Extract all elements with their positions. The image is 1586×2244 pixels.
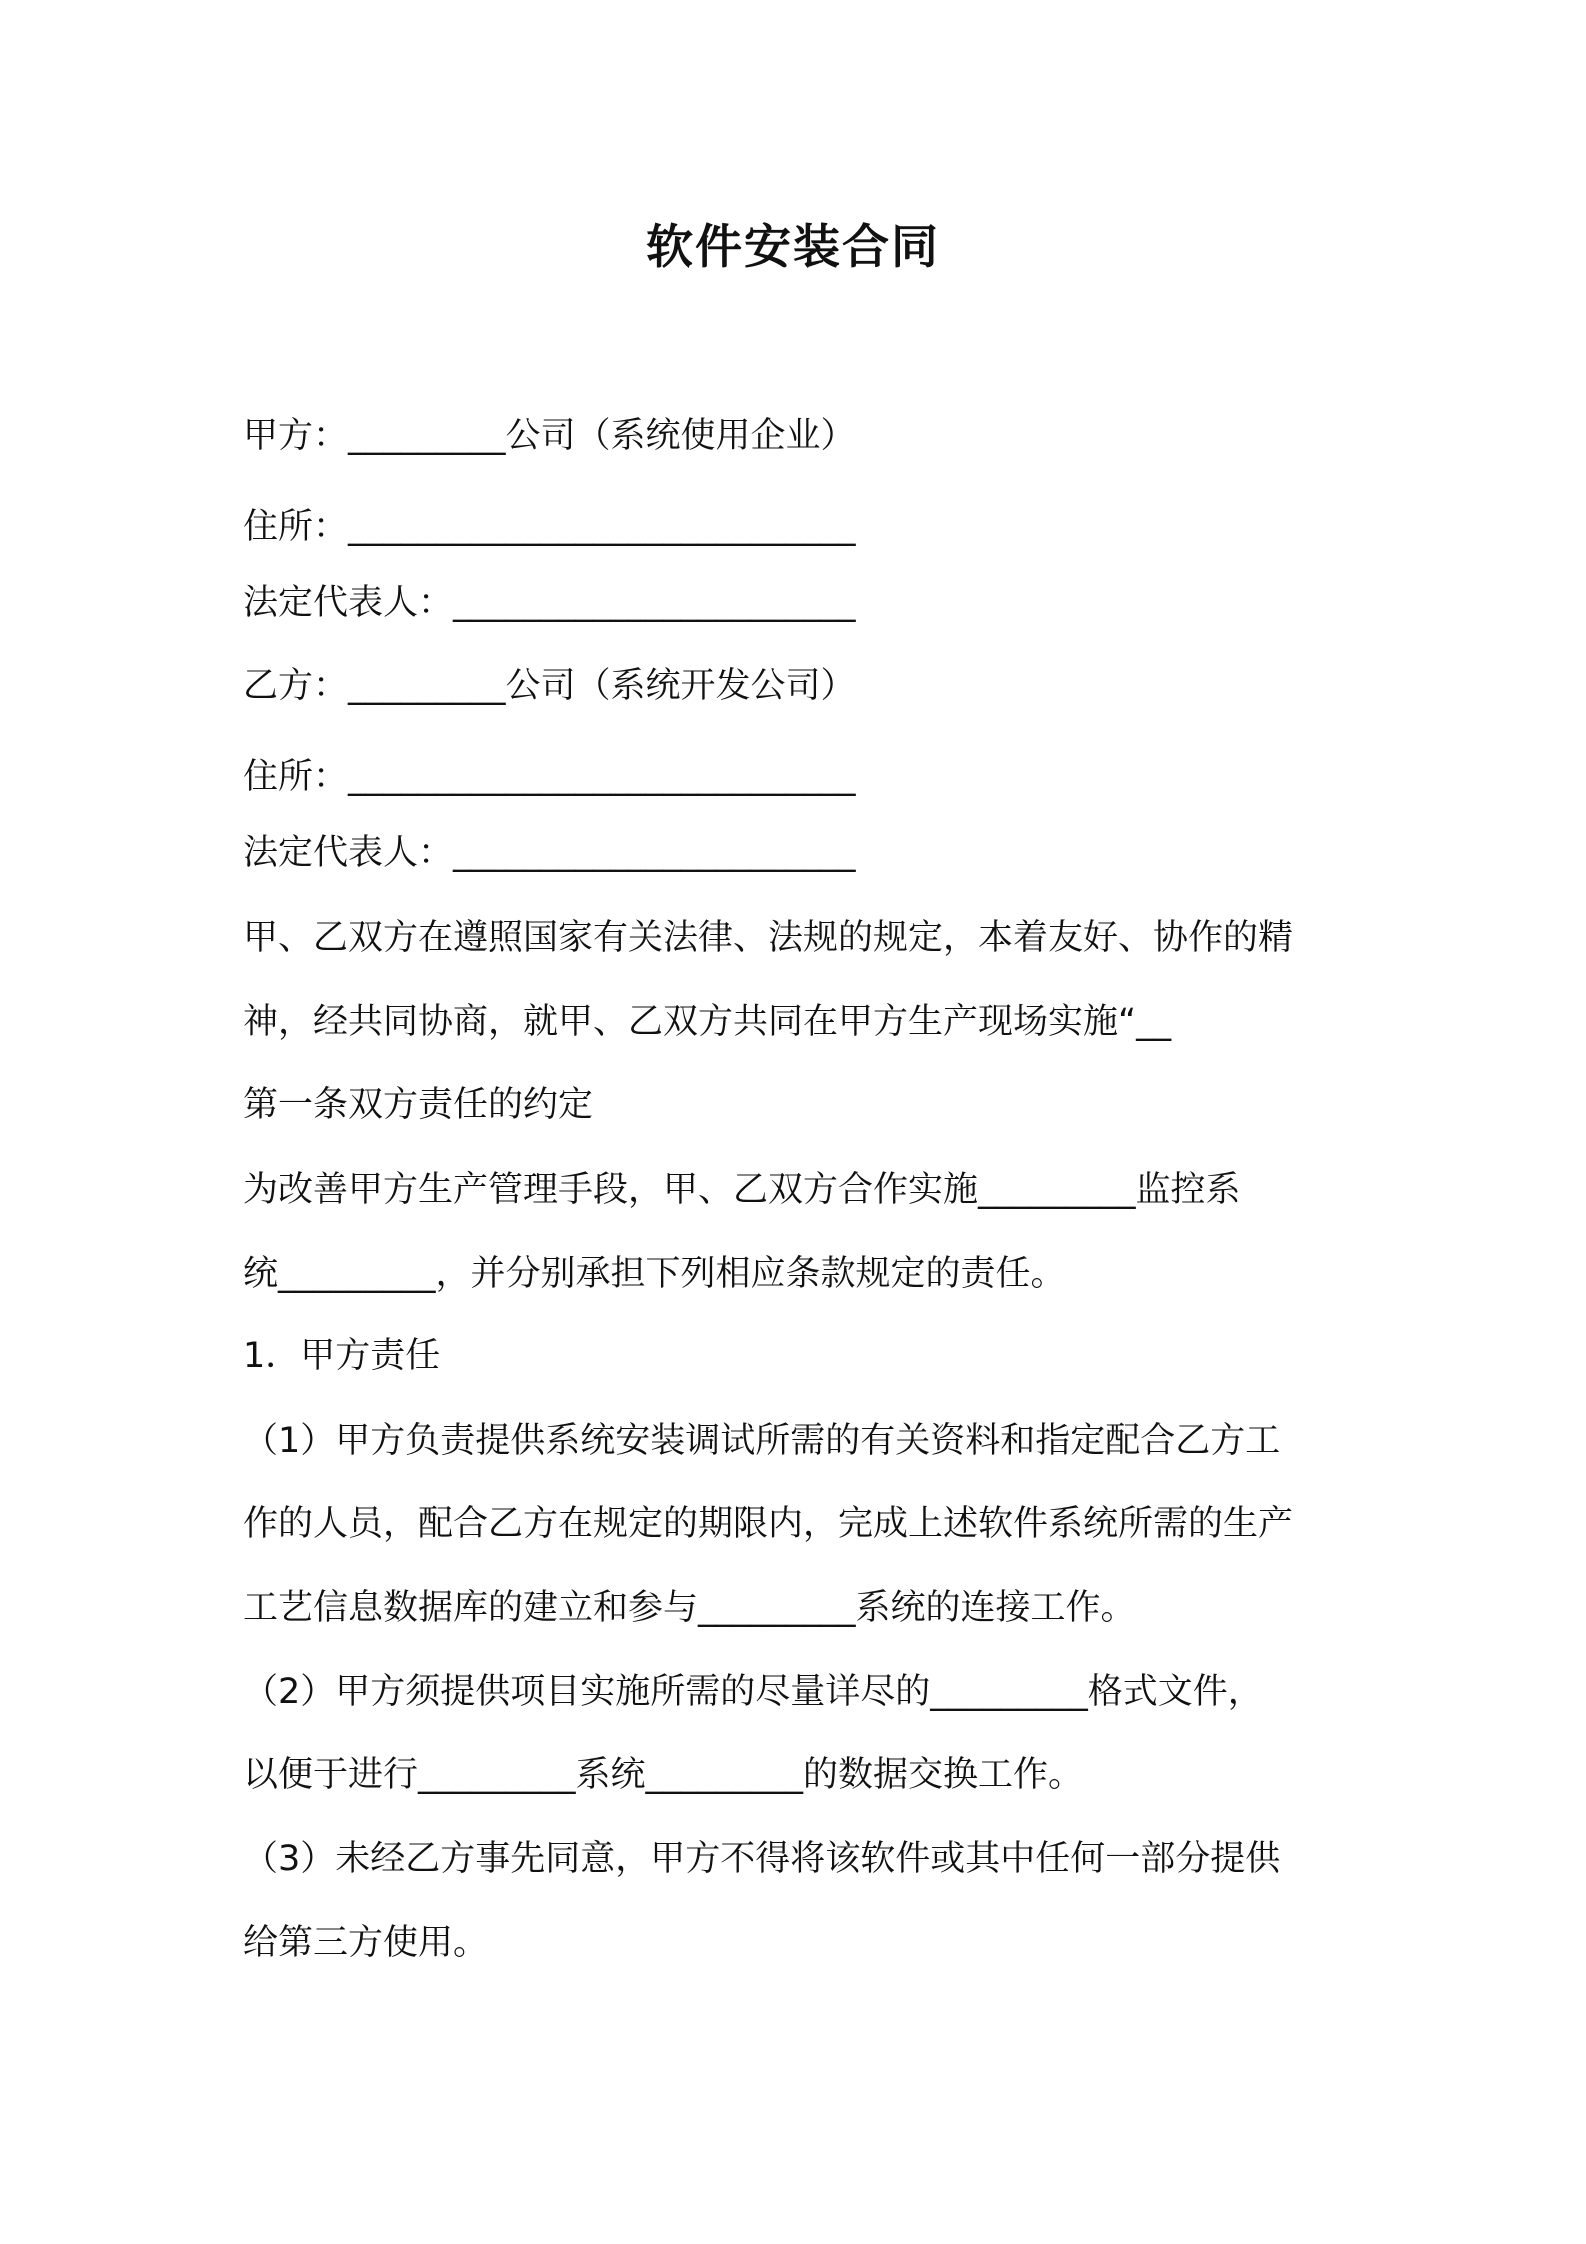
clause-3-line-1: （3）未经乙方事先同意，甲方不得将该软件或其中任何一部分提供	[243, 1839, 1281, 1879]
clause-1-line-1: （1）甲方负责提供系统安装调试所需的有关资料和指定配合乙方工	[243, 1421, 1281, 1461]
clause-2-line-2: 以便于进行_________系统_________的数据交换工作。	[243, 1755, 1084, 1795]
clause-1-line-2: 作的人员，配合乙方在规定的期限内，完成上述软件系统所需的生产	[243, 1504, 1294, 1544]
party-a-legal-rep-line: 法定代表人：_______________________	[243, 583, 856, 623]
preamble-line-1: 甲、乙双方在遵照国家有关法律、法规的规定，本着友好、协作的精	[243, 918, 1294, 958]
document-title: 软件安装合同	[646, 220, 940, 275]
party-b-legal-rep-line: 法定代表人：_______________________	[243, 833, 856, 873]
party-b-line: 乙方：_________公司（系统开发公司）	[243, 666, 856, 706]
clause-2-line-1: （2）甲方须提供项目实施所需的尽量详尽的_________格式文件，	[243, 1672, 1263, 1712]
clause-1-line-3: 工艺信息数据库的建立和参与_________系统的连接工作。	[243, 1588, 1136, 1628]
article-1-heading: 第一条双方责任的约定	[243, 1085, 594, 1125]
party-b-address-line: 住所：_____________________________	[243, 757, 856, 797]
preamble-line-2: 神，经共同协商，就甲、乙双方共同在甲方生产现场实施“__	[243, 1002, 1172, 1042]
article-1-line-2: 统_________，并分别承担下列相应条款规定的责任。	[243, 1254, 1066, 1294]
article-1-line-1: 为改善甲方生产管理手段，甲、乙双方合作实施_________监控系	[243, 1170, 1241, 1210]
clause-3-line-2: 给第三方使用。	[243, 1923, 489, 1963]
party-a-line: 甲方：_________公司（系统使用企业）	[243, 416, 856, 456]
party-a-address-line: 住所：_____________________________	[243, 507, 856, 547]
party-a-duty-heading: 1．甲方责任	[243, 1336, 441, 1376]
